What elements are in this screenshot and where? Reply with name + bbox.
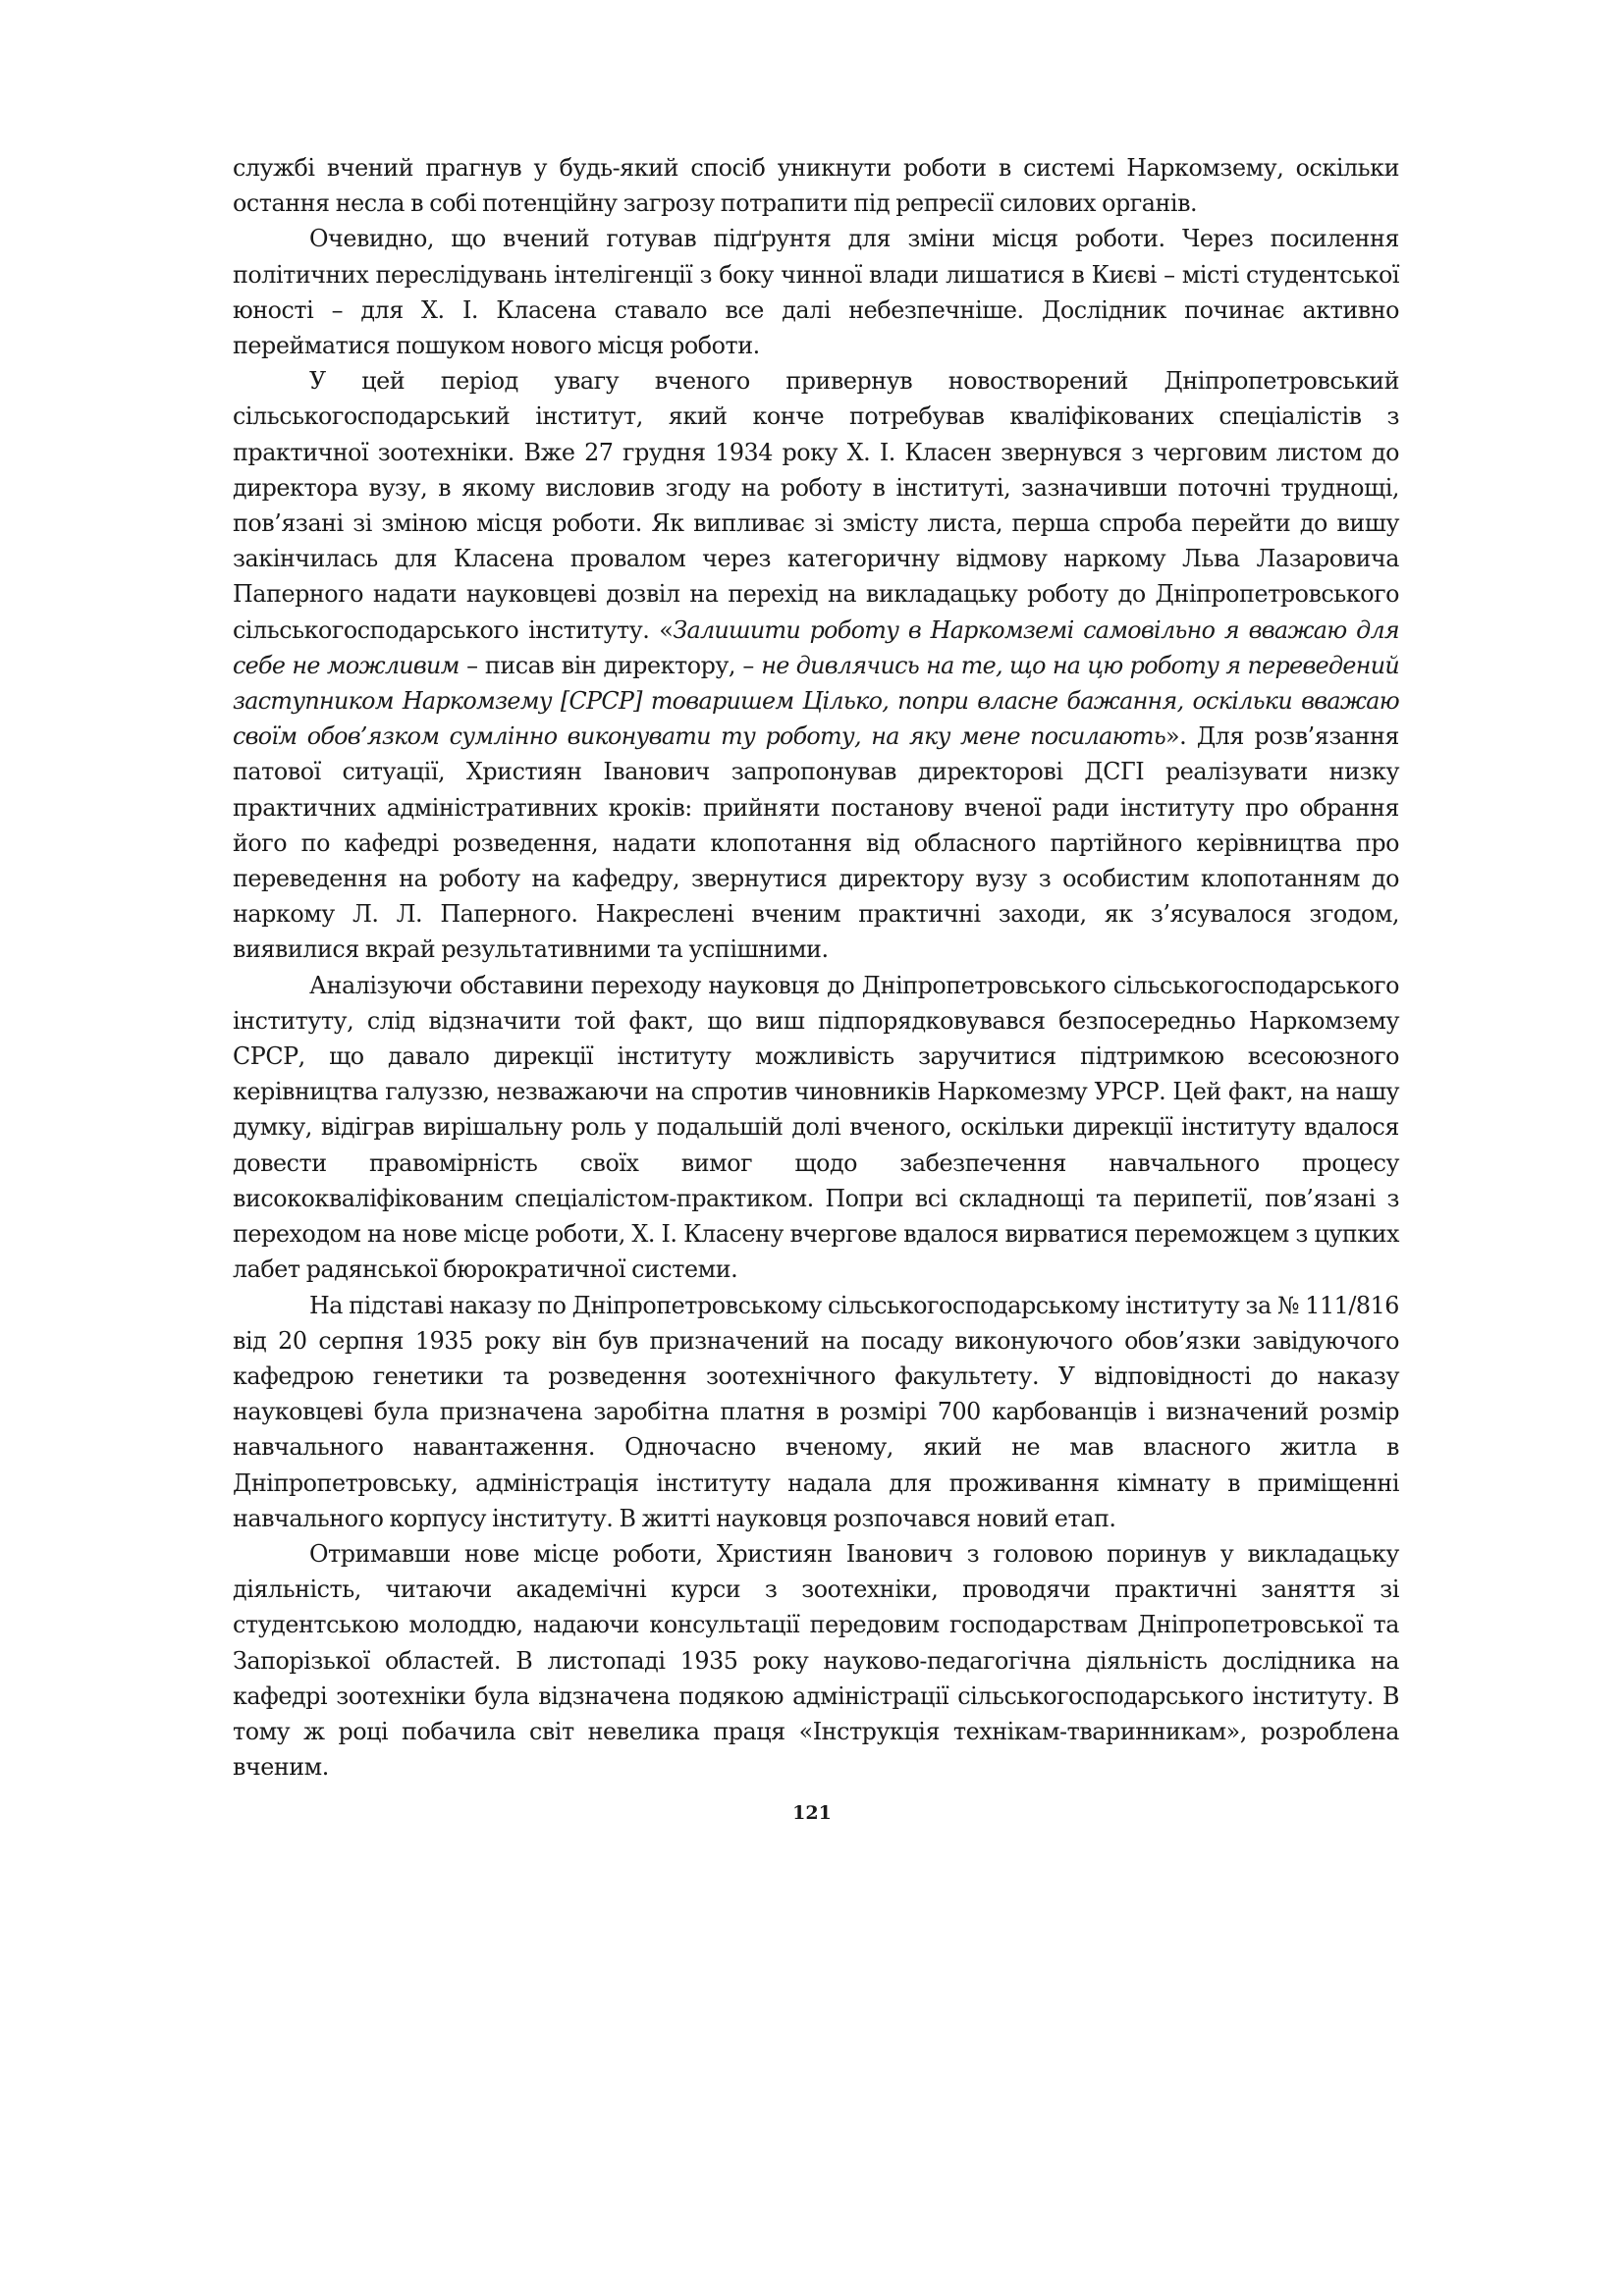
paragraph-3-text-b: – писав він директору, –: [459, 651, 762, 679]
paragraph-5: [233, 1288, 1399, 1536]
paragraph-2-text: Очевидно, що вчений готував підґрунтя для зміни місця роботи. Через посилення політичних переслідувань інтелігенції з боку чинної влади лишатися в Києві – місті студентської юності – для Х. І. Класена ставало все далі небезпечніше. Дослідник починає активно перейматися пошуком нового місця роботи.: [233, 225, 1399, 360]
paragraph-6-text: Отримавши нове місце роботи, Християн Іванович з головою поринув у викладацьку діяльність, читаючи академічні курси з зоотехніки, проводячи практичні заняття зі студентською молоддю, надаючи консультації передовим господарствам Дніпропетровської та Запорізької областей. В листопаді 1935 року науково-педагогічна діяльність дослідника на кафедрі зоотехніки була відзначена подякою адміністрації сільськогосподарського інституту. В тому ж році побачила світ невелика праця «Інструкція технікам-тваринникам», розроблена вченим.: [233, 1539, 1399, 1782]
paragraph-3: [233, 363, 1399, 967]
page-number: 121: [792, 1802, 832, 1824]
paragraph-1-text: службі вчений прагнув у будь-який спосіб уникнути роботи в системі Наркомзему, оскільки остання несла в собі потенційну загрозу потрапити під репресії силових органів.: [233, 154, 1399, 218]
paragraph-4: [233, 968, 1399, 1288]
quote-italic-1: Залишити роботу в Наркомземі самовільно я вважаю для себе не можливим: [233, 615, 1399, 679]
page-body: [233, 150, 1399, 1785]
paragraph-3-text-c: ». Для розв’язання патової ситуації, Християн Іванович запропонував директорові ДСГІ реалізувати низку практичних адміністративних кроків: прийняти постанову вченої ради інституту про обрання його по кафедрі розведення, надати клопотання від обласного партійного керівництва про переведення на роботу на кафедру, звернутися директору вузу з особистим клопотанням до наркому Л. Л. Паперного. Накреслені вченим практичні заходи, як з’ясувалося згодом, виявилися вкрай результативними та успішними.: [233, 722, 1399, 964]
quote-italic-2: не дивлячись на те, що на цю роботу я переведений заступником Наркомзему [СРСР] товаришем Цілько, попри власне бажання, оскільки вважаю своїм обов’язком сумлінно виконувати ту роботу, на яку мене посилають: [233, 651, 1400, 751]
paragraph-5-text: На підставі наказу по Дніпропетровському сільськогосподарському інституту за № 111/816 від 20 серпня 1935 року він був призначений на посаду виконуючого обов’язки завідуючого кафедрою генетики та розведення зоотехнічного факультету. У відповідності до наказу науковцеві була призначена заробітна платня в розмірі 700 карбованців і визначений розмір навчального навантаження. Одночасно вченому, який не мав власного житла в Дніпропетровську, адміністрація інституту надала для проживання кімнату в приміщенні навчального корпусу інституту. В житті науковця розпочався новий етап.: [233, 1291, 1399, 1532]
paragraph-2: [233, 221, 1399, 363]
paragraph-1: [233, 150, 1399, 221]
paragraph-6: [233, 1536, 1399, 1785]
paragraph-3-text-a: У цей період увагу вченого привернув новостворений Дніпропетровський сільськогосподарський інститут, який конче потребував кваліфікованих спеціалістів з практичної зоотехніки. Вже 27 грудня 1934 року Х. І. Класен звернувся з черговим листом до директора вузу, в якому висловив згоду на роботу в інституті, зазначивши поточні труднощі, пов’язані зі зміною місця роботи. Як випливає зі змісту листа, перша спроба перейти до вишу закінчилась для Класена провалом через категоричну відмову наркому Льва Лазаровича Паперного надати науковцеві дозвіл на перехід на викладацьку роботу до Дніпропетровського сільськогосподарського інституту. «: [233, 367, 1399, 644]
paragraph-4-text: Аналізуючи обставини переходу науковця до Дніпропетровського сільськогосподарського інституту, слід відзначити той факт, що виш підпорядковувався безпосередньо Наркомзему СРСР, що давало дирекції інституту можливість заручитися підтримкою всесоюзного керівництва галуззю, незважаючи на спротив чиновників Наркомезму УРСР. Цей факт, на нашу думку, відіграв вирішальну роль у подальшій долі вченого, оскільки дирекції інституту вдалося довести правомірність своїх вимог щодо забезпечення навчального процесу висококваліфікованим спеціалістом-практиком. Попри всі складнощі та перипетії, пов’язані з переходом на нове місце роботи, Х. І. Класену вчергове вдалося вирватися переможцем з цупких лабет радянської бюрократичної системи.: [233, 971, 1399, 1284]
